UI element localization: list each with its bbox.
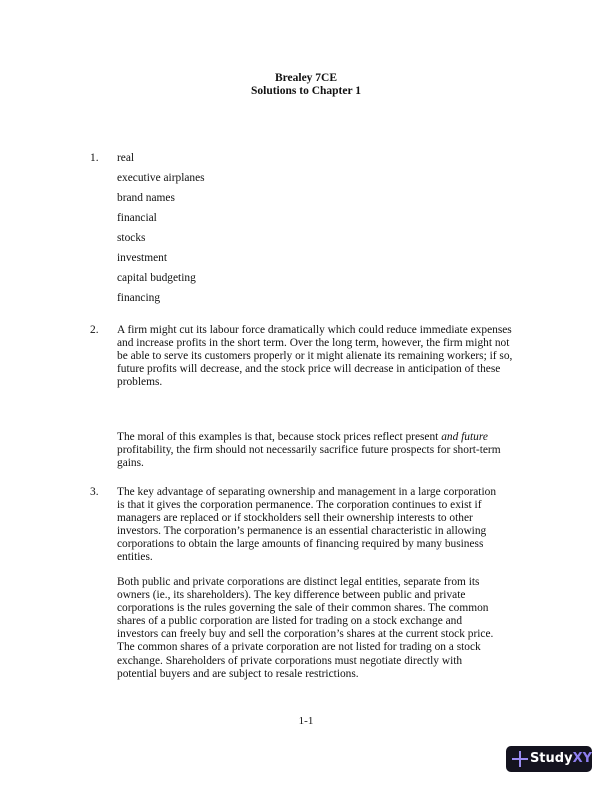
text-line: corporations is the rules governing the sale of their common shares. The common	[117, 602, 489, 615]
document-title	[0, 72, 612, 98]
answer-item: financial	[117, 212, 157, 224]
text-line: be able to serve its customers properly or it might alienate its remaining workers; if so,	[117, 350, 513, 363]
text-line: investors can freely buy and sell the corporation’s shares at the current stock price.	[117, 628, 494, 641]
answer-item: brand names	[117, 192, 175, 204]
answer-item: executive airplanes	[117, 172, 205, 184]
text-line: corporations to obtain the large amounts of financing required by many business	[117, 538, 484, 551]
emphasis-text: and future	[441, 431, 488, 443]
answer-paragraph	[117, 486, 537, 565]
text-line: future profits will decrease, and the stock price will decrease in anticipation of these	[117, 363, 501, 376]
text-line	[117, 431, 537, 444]
plus-icon	[512, 751, 525, 767]
text-line: investors. The corporation’s permanence is an essential characteristic in allowing	[117, 525, 487, 538]
text-line: gains.	[117, 457, 144, 470]
text-line: The key advantage of separating ownership and management in a large corporation	[117, 486, 497, 498]
moral-paragraph	[117, 431, 537, 470]
text-line: exchange. Shareholders of private corporations must negotiate directly with	[117, 654, 463, 667]
studyxy-badge[interactable]	[506, 746, 592, 772]
answer-item: real	[117, 152, 135, 164]
text-run: The moral of this examples is that, because stock prices reflect present	[117, 431, 442, 443]
brand-study: Study	[529, 751, 573, 767]
title-line: Brealey 7CE	[274, 72, 338, 84]
text-line: managers are replaced or if stockholders sell their ownership interests to other	[117, 512, 473, 525]
text-line: entities.	[117, 551, 153, 564]
question-number-1: 1.	[90, 152, 99, 164]
answer-item: capital budgeting	[117, 272, 196, 284]
text-line: owners (ie., its shareholders). The key difference between public and private	[117, 589, 466, 602]
text-line: problems.	[117, 376, 163, 389]
question-number-2: 2.	[90, 324, 99, 336]
answer-paragraph	[117, 324, 537, 389]
text-line: shares of a public corporation are listed for trading on a stock exchange and	[117, 615, 463, 628]
answer-item: stocks	[117, 232, 146, 244]
text-line: Both public and private corporations are distinct legal entities, separate from its	[117, 576, 480, 588]
question-number-3: 3.	[90, 486, 99, 498]
text-line: The common shares of a private corporation are not listed for trading on a stock	[117, 641, 481, 654]
text-line: potential buyers and are subject to resale restrictions.	[117, 667, 359, 680]
text-line: and increase profits in the short term. Over the long term, however, the firm might not	[117, 337, 510, 350]
answer-item: investment	[117, 252, 167, 264]
text-line: A firm might cut its labour force dramatically which could reduce immediate expenses	[117, 324, 512, 336]
brand-xy: XY	[572, 751, 592, 767]
answer-paragraph	[117, 576, 537, 681]
text-line: is that it gives the corporation permanence. The corporation continues to exist if	[117, 499, 482, 512]
page-number: 1-1	[298, 715, 314, 727]
answer-item: financing	[117, 292, 161, 304]
text-line: profitability, the firm should not necessarily sacrifice future prospects for short-term	[117, 444, 501, 457]
subtitle-line: Solutions to Chapter 1	[250, 85, 361, 97]
